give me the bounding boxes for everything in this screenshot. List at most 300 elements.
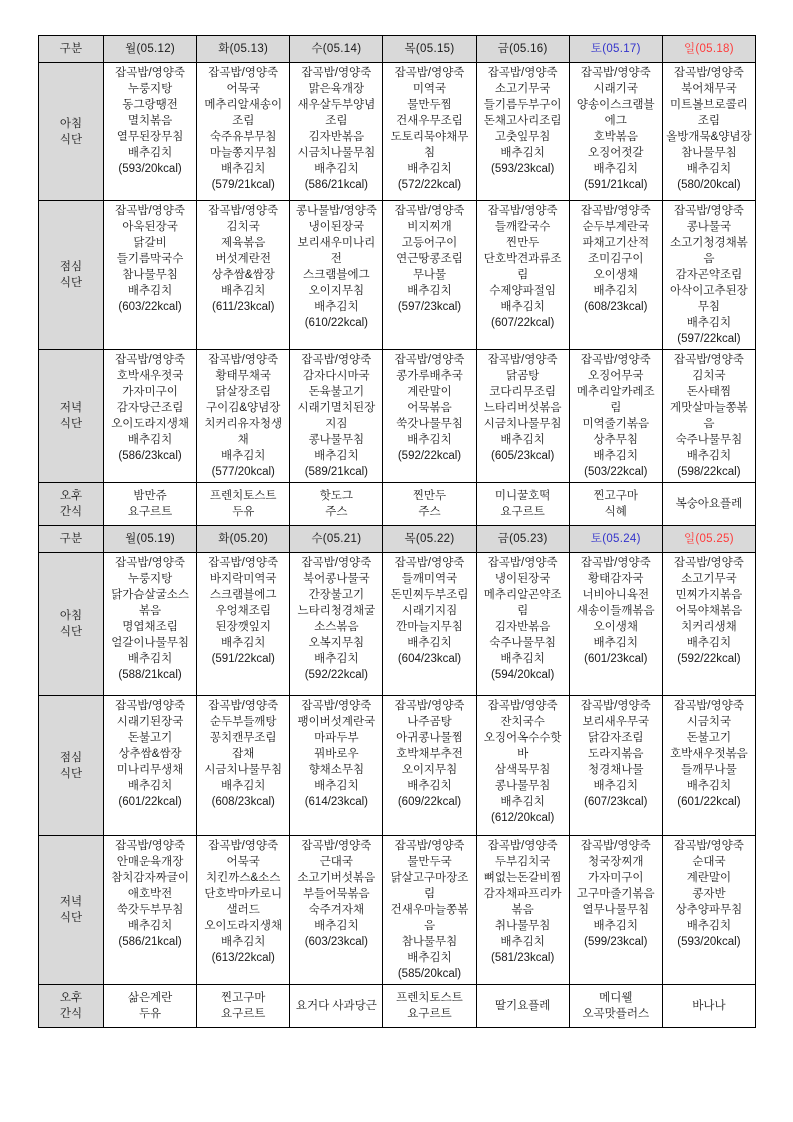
menu-line: 숙주나물무침 [675,434,743,446]
menu-line: 요구르트 [127,506,173,518]
row-label-cell [39,553,104,696]
menu-line: 닭살장조림 [215,386,271,398]
menu-line: 잡곡밥/영양죽 [208,205,279,217]
meal-row-snack [39,985,756,1028]
menu-line: 소고기무국 [494,83,551,95]
menu-cell [383,483,476,526]
menu-line: 참나물무침 [122,269,178,281]
menu-line: 요거다 사과당근 [295,1000,377,1012]
menu-line: 잡곡밥/영양죽 [580,354,651,366]
menu-cell [476,350,569,483]
menu-line: 잡곡밥/영양죽 [580,840,651,852]
menu-line: 잡곡밥/영양죽 [301,67,372,79]
menu-line: 도토리묵야채무침 [390,131,469,159]
menu-line: 계란말이 [686,872,732,884]
menu-line: 닭곰탕 [505,370,540,382]
menu-line: 콩나물무침 [494,780,551,792]
menu-line: 잡곡밥/영양죽 [580,557,651,569]
menu-line: 북어채무국 [681,83,737,95]
menu-line: 배추김치 [314,450,359,462]
menu-line: 배추김치 [407,285,452,297]
menu-line: 배추김치 [686,637,732,649]
menu-line: 콩자반 [692,888,726,900]
menu-cell [290,985,383,1028]
menu-line: (607/23kcal) [584,796,648,808]
menu-line: 요구르트 [500,506,545,518]
row-label-cell [39,985,104,1028]
menu-cell [662,553,755,696]
menu-line: 잡곡밥/영양죽 [394,205,465,217]
menu-line: 들깨무나물 [681,764,737,776]
menu-line: 잡곡밥/영양죽 [673,557,744,569]
menu-line: (586/21kcal) [304,179,368,191]
menu-line: 바나나 [692,1000,726,1012]
menu-cell [662,985,755,1028]
menu-line: 누룽지탕 [127,83,173,95]
menu-line: (592/22kcal) [304,669,368,681]
menu-line: 물만두찜 [407,99,452,111]
menu-line: (503/22kcal) [584,466,648,478]
row-label-cell [39,836,104,985]
menu-line: 잡곡밥/영양죽 [394,67,465,79]
menu-line: 미니꿀호떡 [494,490,551,502]
menu-line: 메디웰 [599,992,633,1004]
menu-line: 메추리알곤약조림 [483,589,562,617]
menu-line: 잡곡밥/영양죽 [208,840,279,852]
menu-line: 돈채고사리조림 [483,115,562,127]
menu-cell [569,836,662,985]
menu-line: 시래기멸치된장지짐 [297,402,376,430]
menu-cell [290,201,383,350]
menu-line: 김치국 [692,370,726,382]
menu-line: 새송이들깨볶음 [576,605,655,617]
menu-cell [569,201,662,350]
menu-line: (591/22kcal) [211,653,275,665]
menu-line: 잡곡밥/영양죽 [394,700,465,712]
menu-line: 소고기청경채볶음 [670,237,748,265]
row-label-line: 식단 [59,626,83,638]
menu-line: 배추김치 [593,637,638,649]
menu-line: 연근땅콩조림 [396,253,463,265]
menu-line: 배추김치 [593,163,638,175]
menu-cell [569,483,662,526]
menu-line: (585/20kcal) [397,968,462,980]
day-header-cell: 화(05.20) [197,526,290,553]
menu-line: 들깨칼국수 [494,221,551,233]
menu-cell [383,985,476,1028]
menu-line: 오복지무침 [308,637,365,649]
menu-line: 치킨까스&소스 [206,872,281,884]
menu-cell [197,985,290,1028]
menu-cell [383,696,476,836]
menu-line: 잡곡밥/영양죽 [115,557,185,569]
menu-line: 잡곡밥/영양죽 [673,205,744,217]
menu-line: (608/23kcal) [584,301,648,313]
meal-row-lunch [39,201,756,350]
menu-line: 주스 [325,506,348,518]
menu-line: 치커리유자청생채 [204,418,283,446]
menu-line: 오곡맛플러스 [582,1008,650,1020]
meal-row-dinner [39,350,756,483]
menu-line: 배추김치 [127,147,173,159]
menu-line: 애호박전 [127,888,173,900]
menu-line: 배추김치 [127,653,173,665]
menu-line: 찐만두 [412,490,447,502]
menu-line: 간장불고기 [308,589,365,601]
menu-line: 북어콩나물국 [303,573,370,585]
menu-line: (611/23kcal) [211,301,275,313]
menu-line: 단호박마카로니샐러드 [204,888,283,916]
menu-cell [569,985,662,1028]
menu-line: 잡곡밥/영양죽 [487,840,558,852]
menu-line: 민찌가지볶음 [675,589,743,601]
menu-line: 배추김치 [407,637,452,649]
menu-line: 김치국 [226,221,260,233]
row-label-cell [39,696,104,836]
menu-cell [569,350,662,483]
menu-line: 찐고구마 [593,490,638,502]
menu-line: 열무된장무침 [116,131,184,143]
menu-line: (597/22kcal) [677,333,741,345]
menu-line: (593/23kcal) [490,163,555,175]
row-label-line: 식단 [59,912,83,924]
menu-line: (601/23kcal) [584,653,648,665]
menu-line: 너비아니육전 [582,589,650,601]
menu-line: 배추김치 [314,653,359,665]
menu-line: 물만두국 [407,856,452,868]
menu-line: 잡곡밥/영양죽 [115,67,185,79]
menu-line: 어묵국 [226,83,260,95]
menu-line: 콩나물무침 [308,434,365,446]
menu-line: 돈불고기 [686,732,732,744]
menu-line: 요구르트 [407,1008,452,1020]
menu-cell [290,63,383,201]
menu-line: 바지락미역국 [209,573,277,585]
menu-line: (601/22kcal) [677,796,741,808]
menu-line: 소고기무국 [681,573,737,585]
day-header-cell: 목(05.22) [383,526,476,553]
menu-line: 시금치국 [686,716,732,728]
menu-cell [104,985,197,1028]
menu-line: 배추김치 [220,450,266,462]
menu-line: 잔치국수 [500,716,545,728]
menu-cell [476,483,569,526]
menu-line: 고춧잎무침 [494,131,551,143]
menu-line: 호박볶음 [593,131,638,143]
menu-line: 상추무침 [593,434,638,446]
row-label-line: 식단 [59,133,83,146]
menu-line: 가자미구이 [588,872,644,884]
meal-row-breakfast [39,63,756,201]
row-label-line: 아침 [59,610,83,622]
menu-cell [104,350,197,483]
menu-line: 양송이스크램블에그 [576,99,655,127]
row-label-line: 점심 [59,261,83,273]
day-header-cell: 수(05.14) [290,36,383,63]
menu-line: 부들어묵볶음 [303,888,370,900]
menu-cell [476,836,569,985]
menu-line: 시금치나물무침 [297,147,376,159]
menu-line: 순두부계란국 [582,221,650,233]
menu-line: 들기름막국수 [116,253,184,265]
menu-line: 아욱된장국 [122,221,178,233]
menu-line: 잡곡밥/영양죽 [208,700,279,712]
menu-line: 돈육불고기 [308,386,365,398]
menu-cell [290,696,383,836]
menu-line: 시래기된장국 [116,716,184,728]
week-header-row [39,36,756,63]
menu-line: 코다리무조림 [489,386,556,398]
menu-line: 오이생채 [593,269,638,281]
menu-line: 배추김치 [500,653,545,665]
menu-cell [197,836,290,985]
menu-line: 쑥갓나물무침 [396,418,463,430]
menu-cell [290,350,383,483]
menu-line: 동그랑땡전 [122,99,178,111]
menu-line: (589/21kcal) [304,466,368,478]
menu-line: 오이도라지생채 [204,920,283,932]
menu-line: (613/22kcal) [211,952,275,964]
menu-line: (598/22kcal) [677,466,741,478]
menu-line: 미트볼브로콜리조림 [670,99,748,127]
menu-line: 우엉채조림 [215,605,271,617]
menu-line: 잡곡밥/영양죽 [580,205,651,217]
menu-line: 된장깻잎지 [215,621,271,633]
day-header-cell: 일(05.18) [662,36,755,63]
menu-line: 감자다시마국 [303,370,370,382]
menu-line: 배추김치 [127,285,173,297]
menu-line: (610/22kcal) [304,317,368,329]
menu-line: 맑은육개장 [308,83,365,95]
menu-line: 배추김치 [407,780,452,792]
menu-line: 숙주겨자채 [308,904,365,916]
menu-line: 배추김치 [686,920,732,932]
menu-line: 상추양파무침 [675,904,743,916]
menu-line: 배추김치 [593,780,638,792]
menu-line: 미역국 [412,83,447,95]
menu-line: (593/20kcal) [677,936,741,948]
menu-line: (594/20kcal) [490,669,555,681]
menu-line: 돈사태찜 [686,386,732,398]
menu-line: 스크램블에그 [209,589,277,601]
menu-line: 비지찌개 [407,221,452,233]
menu-line: 느타리청경채굴소스볶음 [297,605,376,633]
menu-line: 잡곡밥/영양죽 [115,840,185,852]
menu-line: 황태무채국 [215,370,271,382]
menu-line: 팽이버섯계란국 [297,716,376,728]
menu-line: 배추김치 [686,450,732,462]
menu-line: 밤만쥬 [133,490,167,502]
menu-line: 잡곡밥/영양죽 [673,354,744,366]
menu-line: 콩나물국 [686,221,732,233]
menu-line: (577/20kcal) [211,466,275,478]
menu-line: 배추김치 [407,952,452,964]
menu-line: 요구르트 [220,1008,266,1020]
menu-line: (614/23kcal) [304,796,368,808]
row-label-line: 저녁 [59,402,83,414]
menu-line: 배추김치 [686,780,732,792]
menu-line: (579/21kcal) [211,179,275,191]
day-header-cell: 화(05.13) [197,36,290,63]
menu-line: 호박채부추전 [396,748,463,760]
menu-line: 근대국 [319,856,354,868]
menu-line: (588/21kcal) [118,669,182,681]
menu-cell [569,63,662,201]
menu-line: 잡곡밥/영양죽 [673,67,744,79]
meal-row-breakfast [39,553,756,696]
menu-cell [197,201,290,350]
day-header-cell: 일(05.25) [662,526,755,553]
menu-cell [383,63,476,201]
menu-line: 잡곡밥/영양죽 [487,205,558,217]
menu-line: 잡곡밥/영양죽 [115,700,185,712]
menu-line: 가자미구이 [122,386,178,398]
menu-cell [569,553,662,696]
menu-line: 어묵볶음 [407,402,452,414]
menu-line: 향채소무침 [308,764,365,776]
menu-cell [104,836,197,985]
menu-line: 오이지무침 [401,764,458,776]
menu-line: 배추김치 [407,163,452,175]
menu-line: 조미김구이 [588,253,644,265]
menu-line: 배추김치 [686,163,732,175]
menu-cell [662,836,755,985]
menu-line: 닭살고구마장조림 [390,872,469,900]
menu-line: 명엽채조림 [122,621,178,633]
menu-line: 고등어구이 [401,237,458,249]
day-header-cell: 월(05.12) [104,36,197,63]
menu-line: 게맛살마늘쫑볶음 [670,402,748,430]
menu-line: (603/22kcal) [118,301,182,313]
menu-line: 상추쌈&쌈장 [211,269,275,281]
menu-line: 프렌치토스트 [209,490,277,502]
menu-line: 복숭아요플레 [675,498,743,510]
menu-line: 마늘쫑지무침 [209,147,277,159]
menu-line: 잡곡밥/영양죽 [394,557,465,569]
menu-line: 황태감자국 [588,573,644,585]
menu-line: 꽁치캔무조림 [209,732,277,744]
row-label-line: 오후 [59,992,83,1004]
menu-line: 두부김치국 [494,856,551,868]
row-label-line: 저녁 [59,896,83,908]
menu-line: 나주곰탕 [407,716,452,728]
row-label-cell [39,350,104,483]
menu-line: 잡곡밥/영양죽 [208,557,279,569]
menu-line: (592/22kcal) [397,450,462,462]
row-label-line: 아침 [59,117,83,130]
menu-line: 치커리생채 [681,621,737,633]
menu-line: (586/23kcal) [118,450,182,462]
menu-cell [104,63,197,201]
menu-line: 잡곡밥/영양죽 [115,205,185,217]
menu-cell [476,985,569,1028]
day-header-cell: 수(05.21) [290,526,383,553]
menu-line: 냉이된장국 [308,221,365,233]
menu-line: 숙주나물무침 [489,637,556,649]
menu-line: 배추김치 [593,450,638,462]
menu-line: 열무나물무침 [582,904,650,916]
menu-cell [104,696,197,836]
day-header-cell: 목(05.15) [383,36,476,63]
menu-line: 잡곡밥/영양죽 [301,700,372,712]
menu-line: (599/23kcal) [584,936,648,948]
day-header-cell: 토(05.24) [569,526,662,553]
menu-line: 잡곡밥/영양죽 [487,700,558,712]
menu-line: (603/23kcal) [304,936,368,948]
menu-line: 배추김치 [593,920,638,932]
menu-line: 잡곡밥/영양죽 [301,840,372,852]
menu-line: 제육볶음 [220,237,266,249]
day-header-cell: 월(05.19) [104,526,197,553]
menu-line: 배추김치 [500,147,545,159]
menu-cell [290,553,383,696]
menu-line: 느타리버섯볶음 [483,402,562,414]
menu-line: 상추쌈&쌈장 [118,748,182,760]
row-label-line: 식단 [59,767,83,780]
menu-cell [569,696,662,836]
menu-line: 감자채파프리카볶음 [483,888,562,916]
menu-cell [662,63,755,201]
menu-line: 핫도그 [319,490,354,502]
row-label-line: 간식 [59,1008,83,1020]
menu-cell [476,696,569,836]
meal-row-lunch [39,696,756,836]
menu-line: 쑥갓두부무침 [116,904,184,916]
menu-line: (609/22kcal) [397,796,462,808]
menu-line: 보리새우미나리전 [297,237,376,265]
menu-line: 고구마줄기볶음 [576,888,655,900]
menu-line: 순대국 [692,856,726,868]
menu-cell [197,553,290,696]
menu-line: 배추김치 [220,285,266,297]
meal-row-dinner [39,836,756,985]
menu-line: 김자반볶음 [308,131,365,143]
menu-line: 잡곡밥/영양죽 [394,840,465,852]
menu-line: 프렌치토스트 [396,992,463,1004]
menu-line: 감자곤약조림 [675,269,743,281]
menu-cell [197,696,290,836]
menu-line: 배추김치 [500,796,545,808]
menu-line: 아삭이고추된장무침 [670,285,748,313]
menu-line: 깐마늘지무침 [396,621,463,633]
menu-line: 오이도라지생채 [111,418,189,430]
menu-line: 배추김치 [127,434,173,446]
menu-cell [662,483,755,526]
menu-line: 배추김치 [500,301,545,313]
menu-line: 잡곡밥/영양죽 [208,354,279,366]
menu-line: 닭감자조림 [588,732,644,744]
menu-line: 참나물무침 [401,936,458,948]
menu-line: 딸기요플레 [494,1000,551,1012]
menu-line: 멸치볶음 [127,115,173,127]
menu-line: 배추김치 [127,920,173,932]
menu-line: 찐고구마 [220,992,266,1004]
menu-line: 잡곡밥/영양죽 [301,354,372,366]
menu-line: 오징어젓갈 [588,147,644,159]
menu-line: (592/22kcal) [677,653,741,665]
menu-line: 잡채 [232,748,255,760]
menu-line: (612/20kcal) [490,812,555,824]
menu-cell [662,350,755,483]
menu-line: 잡곡밥/영양죽 [580,67,651,79]
menu-cell [383,553,476,696]
menu-line: 꿔바로우 [314,748,359,760]
row-label-line: 점심 [59,751,83,764]
menu-line: 어묵야채볶음 [675,605,743,617]
menu-line: 배추김치 [500,434,545,446]
week-header-row [39,526,756,553]
menu-line: 들깨미역국 [401,573,458,585]
